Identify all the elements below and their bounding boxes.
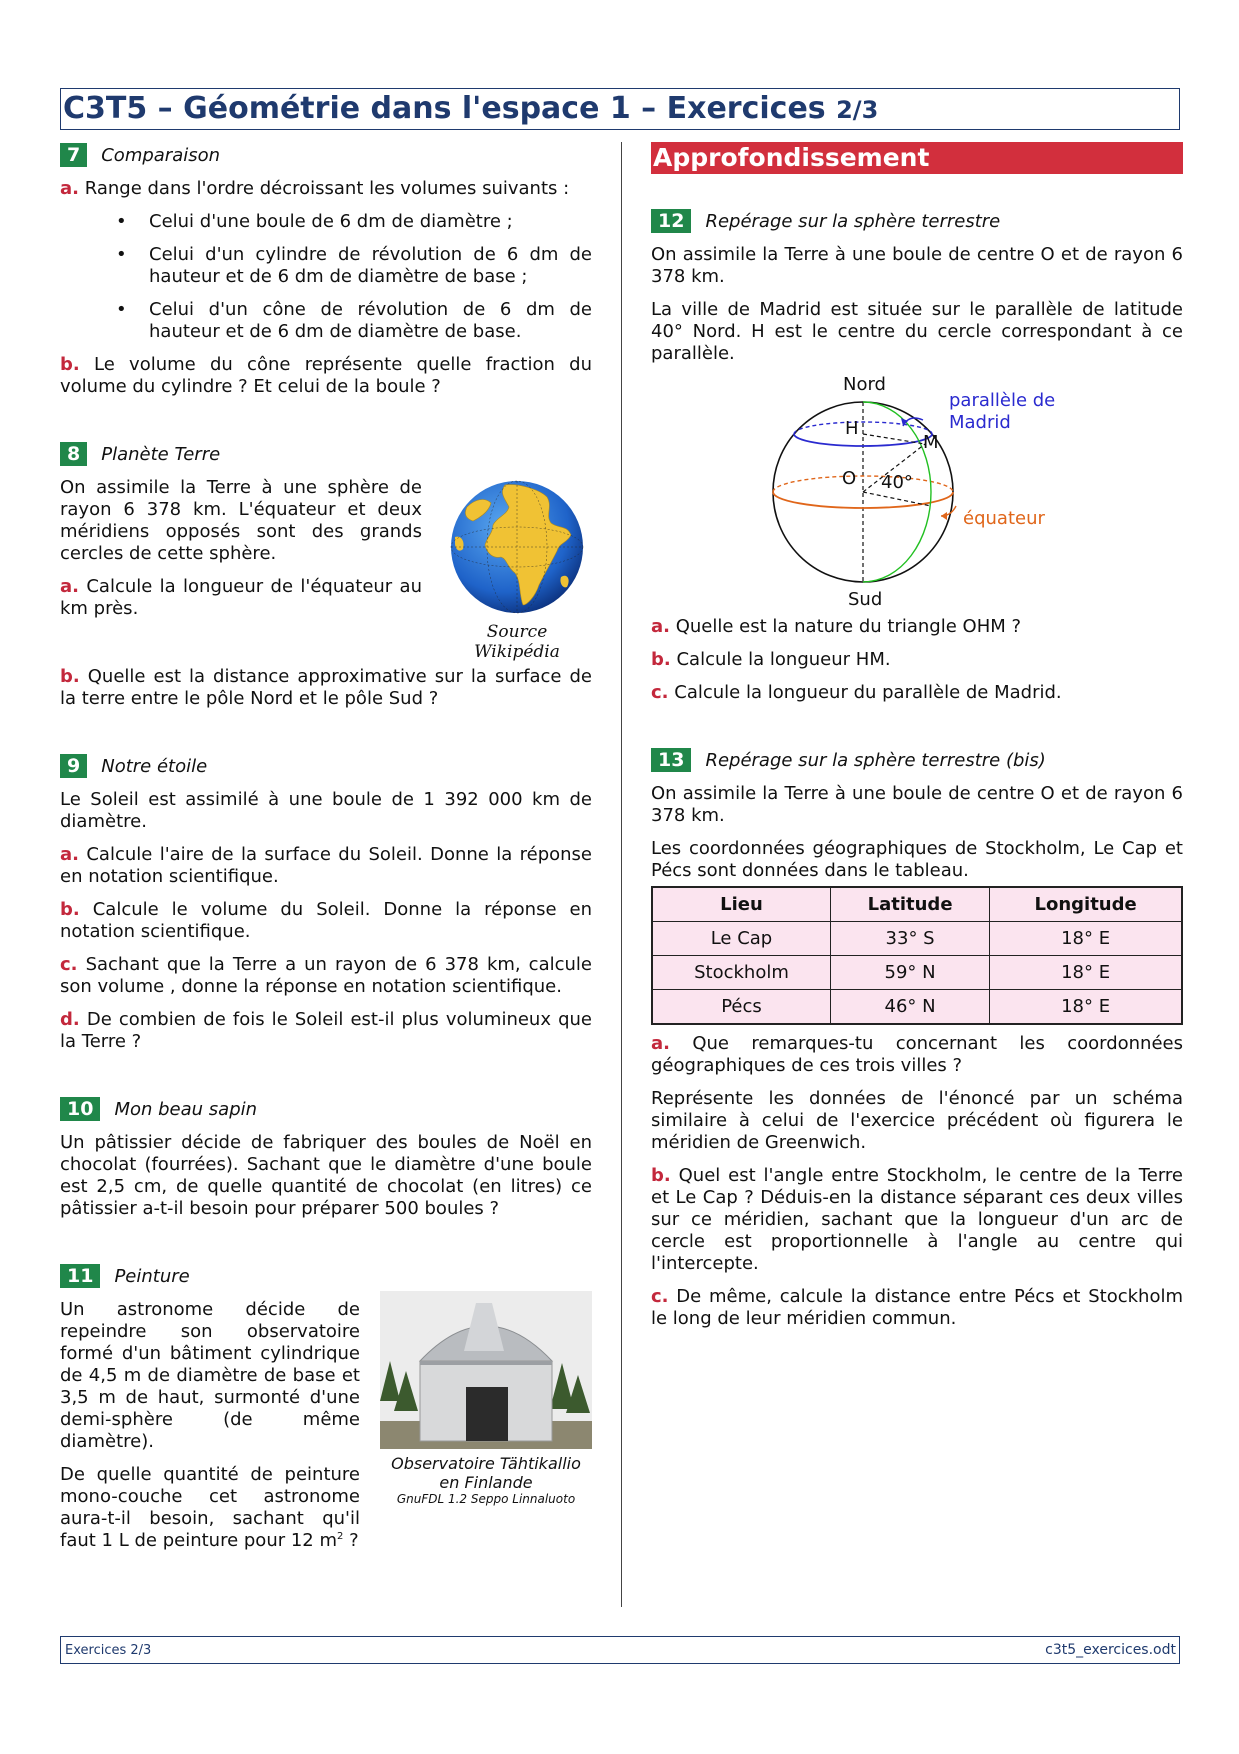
- footer-left: Exercices 2/3: [65, 1643, 152, 1658]
- exercise-number: 9: [60, 754, 87, 778]
- list-item: • Celui d'un cylindre de révolution de 6 dm de hauteur et de 6 dm de diamètre de base ;: [60, 244, 592, 288]
- table-cell: 18° E: [990, 922, 1182, 956]
- exercise-11: [60, 1263, 592, 1552]
- table-cell: 46° N: [830, 990, 989, 1025]
- table-row: [652, 956, 1182, 990]
- footer-right: c3t5_exercices.odt: [1045, 1642, 1176, 1658]
- exercise-header: [60, 753, 592, 779]
- exercise-header: [60, 142, 592, 168]
- question-d: d. De combien de fois le Soleil est-il plus volumineux que la Terre ?: [60, 1009, 592, 1052]
- observatory-license: GnuFDL 1.2 Seppo Linnaluoto: [396, 1492, 576, 1506]
- question-b: b. Quel est l'angle entre Stockholm, le centre de la Terre et Le Cap ? Déduis-en la distance séparant ces deux villes sur ce méridien, sachant que la longueur d'un arc de cercle est proportionnelle à l'angle au centre qui l'intercepte.: [651, 1165, 1183, 1274]
- table-cell: Le Cap: [652, 922, 830, 956]
- sphere-svg: [651, 376, 1183, 606]
- list-item: • Celui d'un cône de révolution de 6 dm de hauteur et de 6 dm de diamètre de base.: [60, 299, 592, 343]
- exercise-text: Les coordonnées géographiques de Stockholm, Le Cap et Pécs sont données dans le tableau.: [651, 838, 1183, 881]
- label-angle: 40°: [881, 472, 913, 493]
- exercise-13: [651, 747, 1183, 1330]
- exercise-text: Un astronome décide de repeindre son observatoire formé d'un bâtiment cylindrique de 4,5 m de diamètre de base et 3,5 m de haut, surmonté d'une demi-sphère (de même diamètre).: [60, 1299, 360, 1452]
- segment-radius: [863, 492, 931, 506]
- exercise-9: [60, 753, 592, 1053]
- table-cell: Pécs: [652, 990, 830, 1025]
- label-M: M: [923, 432, 939, 453]
- exercise-title: Peinture: [114, 1265, 190, 1287]
- exercise-number: 8: [60, 442, 87, 466]
- exercise-header: [651, 208, 1183, 234]
- exercise-12: [651, 208, 1183, 704]
- exercise-title: Repérage sur la sphère terrestre: [705, 210, 1001, 232]
- exercise-question: De quelle quantité de peinture mono-couche cet astronome aura-t-il besoin, sachant qu'il faut 1 L de peinture pour 12 $m^2$ ?: [60, 1464, 360, 1551]
- exercise-text: Représente les données de l'énoncé par un schéma similaire à celui de l'exercice précédent où figurera le méridien de Greenwich.: [651, 1088, 1183, 1153]
- column-header: Longitude: [990, 887, 1182, 922]
- globe-caption: Source Wikipédia: [474, 622, 560, 662]
- exercise-header: [60, 1096, 592, 1122]
- table-cell: 33° S: [830, 922, 989, 956]
- question-a: a. Calcule l'aire de la surface du Soleil. Donne la réponse en notation scientifique.: [60, 844, 592, 887]
- question-c: c. Sachant que la Terre a un rayon de 6 378 km, calcule son volume , donne la réponse en notation scientifique.: [60, 954, 592, 997]
- title-box: [60, 88, 1180, 130]
- exercise-7: [60, 142, 592, 398]
- column-header: Latitude: [830, 887, 989, 922]
- exercise-number: 12: [651, 209, 691, 233]
- question-b: b. Calcule le volume du Soleil. Donne la réponse en notation scientifique.: [60, 899, 592, 942]
- table-header-row: [652, 887, 1182, 922]
- exercise-10: [60, 1096, 592, 1220]
- question-a: a. Calcule la longueur de l'équateur au km près.: [60, 576, 422, 619]
- exercise-header: [60, 441, 592, 467]
- exercise-text: La ville de Madrid est située sur le parallèle de latitude 40° Nord. H est le centre du cercle correspondant à ce parallèle.: [651, 299, 1183, 364]
- exercise-header: [60, 1263, 592, 1289]
- exercise-text: Un pâtissier décide de fabriquer des boules de Noël en chocolat (fourrées). Sachant que le diamètre d'une boule est 2,5 cm, de quelle quantité de chocolat (en litres) ce pâtissier a-t-il besoin pour préparer 500 boules ?: [60, 1132, 592, 1219]
- exercise-number: 7: [60, 143, 87, 167]
- label-equateur: équateur: [963, 508, 1045, 529]
- list-item: • Celui d'une boule de 6 dm de diamètre ;: [60, 211, 592, 233]
- observatory-figure: [380, 1291, 592, 1506]
- left-column: [60, 142, 592, 1563]
- page-title: C3T5 – Géométrie dans l'espace 1 – Exercices 2/3: [63, 91, 879, 126]
- exercise-title: Repérage sur la sphère terrestre (bis): [705, 749, 1046, 771]
- question-a: a. Que remarques-tu concernant les coordonnées géographiques de ces trois villes ?: [651, 1033, 1183, 1076]
- exercise-header: [651, 747, 1183, 773]
- exercise-intro: On assimile la Terre à une sphère de rayon 6 378 km. L'équateur et deux méridiens opposés sont des grands cercles de cette sphère.: [60, 477, 422, 564]
- label-parallele: parallèle de Madrid: [949, 390, 1056, 433]
- question-b: b. Calcule la longueur HM.: [651, 649, 891, 670]
- exercise-8: [60, 441, 592, 710]
- coordinates-table: [651, 886, 1183, 1025]
- label-sud: Sud: [848, 589, 883, 610]
- label-nord: Nord: [843, 374, 886, 395]
- globe-figure: [442, 477, 592, 662]
- question-b: b. Quelle est la distance approximative sur la surface de la terre entre le pôle Nord et le pôle Sud ?: [60, 666, 592, 709]
- bullet-list: [60, 211, 592, 343]
- table-cell: Stockholm: [652, 956, 830, 990]
- question-a: a. Quelle est la nature du triangle OHM ?: [651, 616, 1022, 637]
- table-cell: 18° E: [990, 956, 1182, 990]
- sphere-diagram: [651, 374, 1183, 610]
- exercise-title: Notre étoile: [101, 755, 208, 777]
- question-a: a. Range dans l'ordre décroissant les volumes suivants :: [60, 178, 570, 199]
- equator-arrowhead: [941, 512, 947, 520]
- observatory-caption: Observatoire Tähtikallio en Finlande: [391, 1454, 581, 1492]
- question-b: b. Le volume du cône représente quelle fraction du volume du cylindre ? Et celui de la boule ?: [60, 354, 592, 397]
- exercise-title: Mon beau sapin: [114, 1098, 258, 1120]
- section-heading: Approfondissement: [651, 142, 1183, 174]
- exercise-title: Planète Terre: [101, 443, 221, 465]
- question-c: c. Calcule la longueur du parallèle de Madrid.: [651, 682, 1062, 703]
- page-footer: [60, 1636, 1180, 1664]
- exercise-number: 11: [60, 1264, 100, 1288]
- label-O: O: [842, 468, 857, 489]
- table-row: [652, 990, 1182, 1025]
- right-column: [651, 142, 1183, 1341]
- column-header: Lieu: [652, 887, 830, 922]
- question-c: c. De même, calcule la distance entre Pécs et Stockholm le long de leur méridien commun.: [651, 1286, 1183, 1329]
- exercise-number: 13: [651, 748, 691, 772]
- table-cell: 59° N: [830, 956, 989, 990]
- observatory-image: [380, 1291, 592, 1449]
- exercise-intro: On assimile la Terre à une boule de centre O et de rayon 6 378 km.: [651, 244, 1183, 287]
- exercise-intro: On assimile la Terre à une boule de centre O et de rayon 6 378 km.: [651, 783, 1183, 826]
- exercise-number: 10: [60, 1097, 100, 1121]
- globe-image: [447, 477, 587, 617]
- table-row: [652, 922, 1182, 956]
- table-cell: 18° E: [990, 990, 1182, 1025]
- label-H: H: [845, 418, 859, 439]
- exercise-title: Comparaison: [101, 144, 221, 166]
- column-divider: [621, 142, 622, 1607]
- exercise-intro: Le Soleil est assimilé à une boule de 1 392 000 km de diamètre.: [60, 789, 592, 832]
